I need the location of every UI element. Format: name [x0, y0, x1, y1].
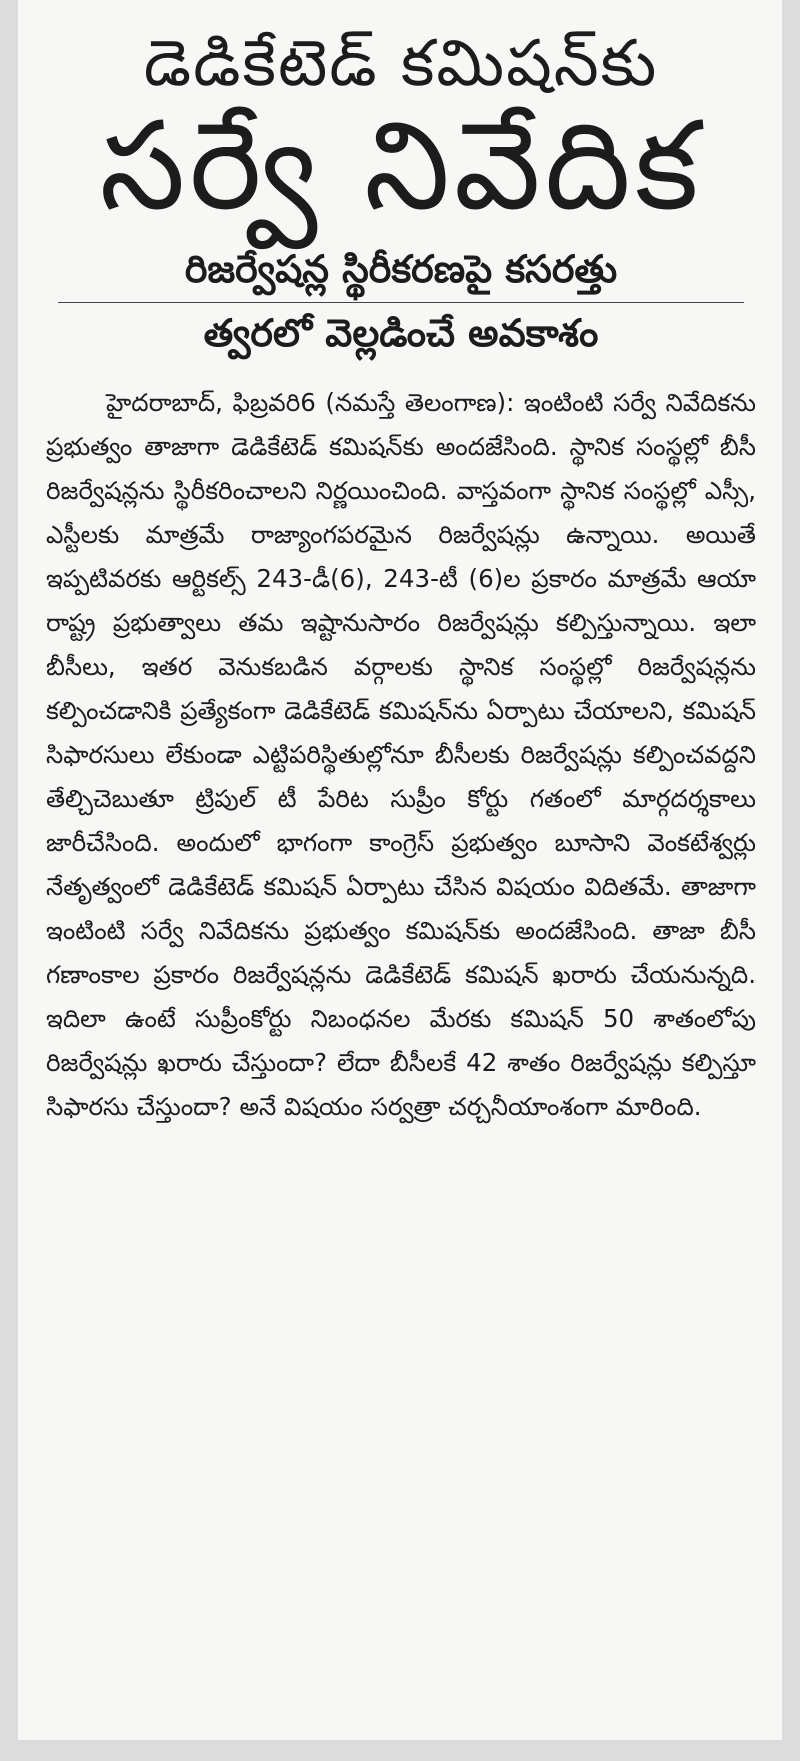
body-paragraph: హైదరాబాద్‌, ఫిబ్రవరి6 (నమస్తే తెలంగాణ): ఇంటింటి సర్వే నివేదికను ప్రభుత్వం తాజాగా డెడికేటెడ్‌ కమిషన్‌కు అందజేసింది. స్థానిక సంస్థల్లో బీసీ రిజర్వేషన్లను స్థిరీకరించాలని నిర్ణయించింది. వాస్తవంగా స్థానిక సంస్థల్లో ఎస్సీ, ఎస్టీలకు మాత్రమే రాజ్యాంగపరమైన రిజర్వేషన్లు ఉన్నాయి. అయితే ఇప్పటివరకు ఆర్టికల్స్‌ 243-డీ(6), 243-టీ (6)ల ప్రకారం మాత్రమే ఆయా రాష్ట్ర ప్రభుత్వాలు తమ ఇష్టానుసారం రిజర్వేషన్లు కల్పిస్తున్నాయి. ఇలా బీసీలు, ఇతర వెనుకబడిన వర్గాలకు స్థానిక సంస్థల్లో రిజర్వేషన్లను కల్పించడానికి ప్రత్యేకంగా డెడికేటెడ్‌ కమిషన్‌ను ఏర్పాటు చేయాలని, కమిషన్‌ సిఫారసులు లేకుండా ఎట్టిపరిస్థితుల్లోనూ బీసీలకు రిజర్వేషన్లు కల్పించవద్దని తేల్చిచెబుతూ ట్రిపుల్‌ టీ పేరిట సుప్రీం కోర్టు గతంలో మార్గదర్శకాలు జారీచేసింది. అందులో భాగంగా కాంగ్రెస్‌ ప్రభుత్వం బూసాని వెంకటేశ్వర్లు నేతృత్వంలో డెడికేటెడ్‌ కమిషన్‌ ఏర్పాటు చేసిన విషయం విదితమే. తాజాగా ఇంటింటి సర్వే నివేదికను ప్రభుత్వం కమిషన్‌కు అందజేసింది. తాజా బీసీ గణాంకాల ప్రకారం రిజర్వేషన్లను డెడికేటెడ్‌ కమిషన్‌ ఖరారు చేయనున్నది. ఇదిలా ఉంటే సుప్రీంకోర్టు నిబంధనల మేరకు కమిషన్‌ 50 శాతంలోపు రిజర్వేషన్లు ఖరారు చేస్తుందా? లేదా బీసీలకే 42 శాతం రిజర్వేషన్లు కల్పిస్తూ సిఫారసు చేస్తుందా? అనే విషయం సర్వత్రా చర్చనీయాంశంగా మారింది.: [46, 388, 756, 1122]
subheadline-1: రిజర్వేషన్ల స్థిరీకరణపై కసరత్తు: [184, 246, 618, 291]
article-body: [46, 381, 756, 1129]
newspaper-clipping: [18, 0, 782, 1740]
subheadline-2: త్వరలో వెల్లడించే అవకాశం: [203, 311, 599, 356]
headline-line-2: సర్వే నివేదిక: [99, 95, 703, 238]
divider: [58, 302, 744, 303]
headline-line-1: డెడికేటెడ్ కమిషన్‌కు: [143, 27, 659, 101]
